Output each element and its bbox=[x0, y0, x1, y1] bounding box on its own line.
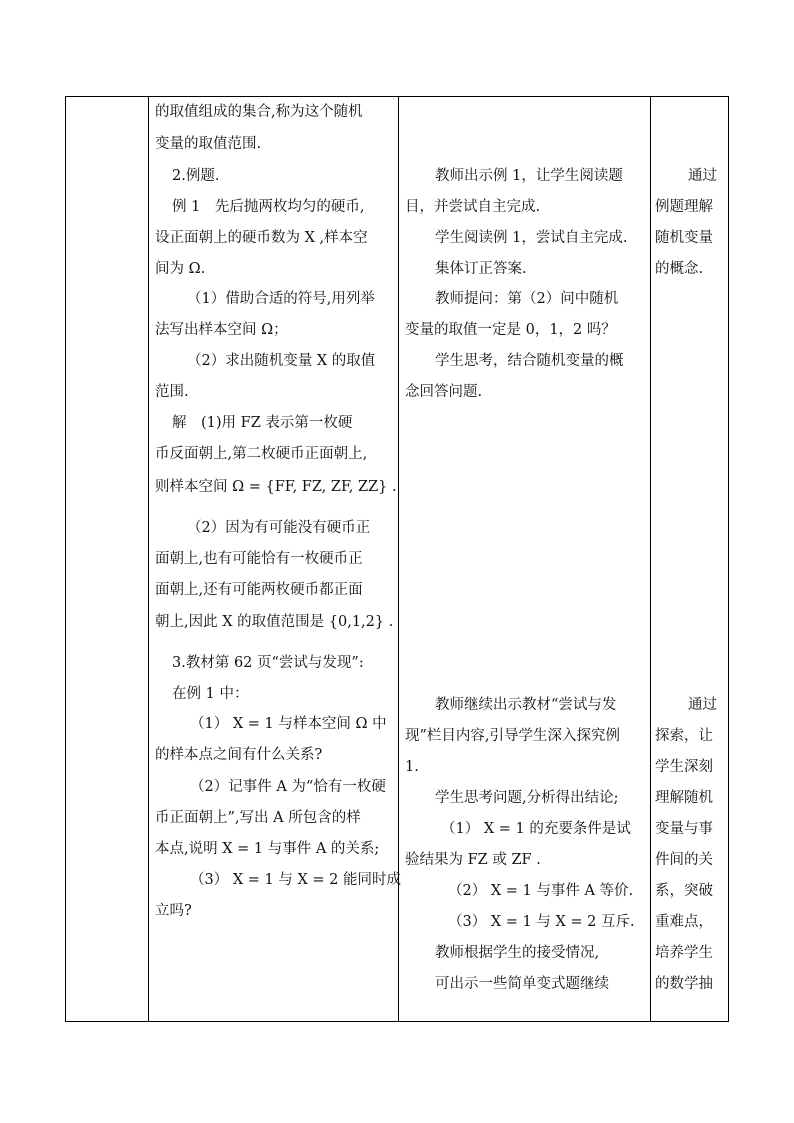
text-line: 学生思考，结合随机变量的概 bbox=[435, 353, 624, 369]
text-line: 随机变量 bbox=[655, 230, 713, 246]
text-line: （1）借助合适的符号,用列举 bbox=[187, 291, 375, 307]
text-line: 理解随机 bbox=[655, 790, 713, 806]
section-heading: 2.例题. bbox=[172, 168, 220, 184]
text-line: 币正面朝上”,写出 A 所包含的样 bbox=[155, 810, 361, 826]
example-title: 例 1 先后抛两枚均匀的硬币, bbox=[172, 199, 365, 215]
text-line: 念回答问题. bbox=[405, 384, 483, 400]
text-line: 教师提问：第（2）问中随机 bbox=[435, 291, 619, 307]
section-heading: 3.教材第 62 页“尝试与发现”: bbox=[172, 655, 364, 671]
text-line: 现”栏目内容,引导学生深入探究例 bbox=[405, 728, 621, 744]
text-line: 变量与事 bbox=[655, 821, 713, 837]
text-line: 系，突破 bbox=[655, 883, 713, 899]
text-line: 验结果为 FZ 或 ZF . bbox=[405, 852, 541, 868]
text-line: 本点,说明 X = 1 与事件 A 的关系; bbox=[155, 841, 380, 857]
text-line: 学生阅读例 1，尝试自主完成. bbox=[435, 230, 628, 246]
text-line: 通过 bbox=[688, 168, 717, 184]
text-line: 的数学抽 bbox=[655, 976, 713, 992]
text-line: 目，并尝试自主完成. bbox=[405, 199, 541, 215]
text-line: 设正面朝上的硬币数为 X ,样本空 bbox=[155, 230, 368, 246]
text-line: 变量的取值范围. bbox=[155, 136, 262, 152]
text-line: （2）求出随机变量 X 的取值 bbox=[187, 353, 376, 369]
text-line: 教师继续出示教材“尝试与发 bbox=[435, 697, 617, 713]
text-line: 1. bbox=[405, 759, 419, 775]
text-line: 范围. bbox=[155, 384, 189, 400]
text-line: 例题理解 bbox=[655, 199, 713, 215]
text-line: 则样本空间 Ω = {FF, FZ, ZF, ZZ} . bbox=[155, 479, 397, 495]
text-line: （3） X = 1 与 X = 2 能同时成 bbox=[190, 872, 401, 888]
text-line: 的样本点之间有什么关系? bbox=[155, 747, 323, 763]
text-line: 探索，让 bbox=[655, 728, 713, 744]
text-line: 法写出样本空间 Ω； bbox=[155, 322, 288, 338]
text-line: 面朝上,还有可能两枚硬币都正面 bbox=[155, 582, 363, 598]
text-line: 变量的取值一定是 0，1，2 吗？ bbox=[405, 322, 616, 338]
text-line: 在例 1 中： bbox=[172, 686, 249, 702]
column-divider-1 bbox=[148, 97, 149, 1021]
text-line: 立吗? bbox=[155, 903, 192, 919]
text-line: 教师根据学生的接受情况, bbox=[435, 945, 600, 961]
text-line: 重难点， bbox=[655, 914, 713, 930]
text-line: 件间的关 bbox=[655, 852, 713, 868]
text-line: 币反面朝上,第二枚硬币正面朝上, bbox=[155, 446, 368, 462]
text-line: 的取值组成的集合,称为这个随机 bbox=[155, 104, 363, 120]
text-line: 学生深刻 bbox=[655, 759, 713, 775]
text-line: （2）记事件 A 为“恰有一枚硬 bbox=[190, 779, 386, 795]
text-line: 学生思考问题,分析得出结论; bbox=[435, 790, 619, 806]
text-line: 朝上,因此 X 的取值范围是 {0,1,2} . bbox=[155, 614, 394, 630]
text-line: （2）因为有可能没有硬币正 bbox=[187, 520, 371, 536]
text-line: 的概念. bbox=[655, 261, 704, 277]
text-line: 面朝上,也有可能恰有一枚硬币正 bbox=[155, 551, 363, 567]
column-divider-3 bbox=[650, 97, 651, 1021]
text-line: （2） X = 1 与事件 A 等价. bbox=[448, 883, 634, 899]
text-line: （3） X = 1 与 X = 2 互斥. bbox=[448, 914, 635, 930]
text-line: 通过 bbox=[688, 697, 717, 713]
text-line: （1） X = 1 的充要条件是试 bbox=[441, 821, 631, 837]
text-line: 可出示一些简单变式题继续 bbox=[435, 976, 609, 992]
text-line: 培养学生 bbox=[655, 945, 713, 961]
text-line: （1） X = 1 与样本空间 Ω 中 bbox=[190, 716, 387, 732]
text-line: 教师出示例 1，让学生阅读题 bbox=[435, 168, 623, 184]
solution-line: 解 (1)用 FZ 表示第一枚硬 bbox=[172, 415, 353, 431]
text-line: 集体订正答案. bbox=[435, 261, 527, 277]
text-line: 间为 Ω. bbox=[155, 261, 206, 277]
